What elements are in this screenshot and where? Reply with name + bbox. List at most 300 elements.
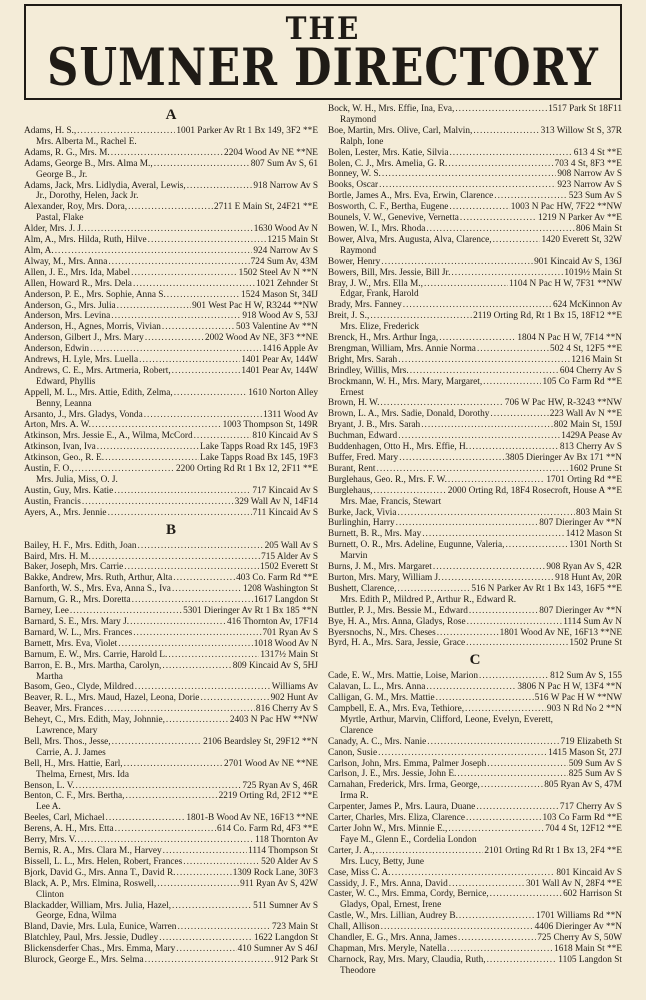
dot-leader — [130, 617, 226, 628]
entry-name: Alm, A. — [24, 245, 54, 256]
entry-address: 902 Hunt Av — [270, 693, 318, 704]
dot-leader — [154, 159, 250, 170]
dot-leader — [436, 693, 534, 704]
dot-leader — [84, 224, 252, 235]
entry-address: 1701 Orting Rd **E — [546, 474, 622, 485]
entry-address: 2119 Orting Rd, Rt 1 Bx 15, 18F12 **E — [473, 311, 622, 322]
directory-entry — [328, 671, 622, 682]
dot-leader — [379, 180, 556, 191]
entry-name: Adams, George B., Mrs. Alma M., — [24, 158, 153, 169]
entry-address: 1114 Sum Av N — [563, 616, 622, 627]
directory-entry — [24, 159, 318, 181]
directory-entry — [328, 824, 622, 846]
directory-entry — [24, 388, 318, 410]
entry-address: 5301 Dieringer Av Rt 1 Bx 185 **N — [183, 606, 318, 617]
dot-leader — [187, 181, 253, 192]
dot-leader — [424, 279, 508, 290]
entry-name: Allen, J. E., Mrs. Ida, Mabel — [24, 267, 131, 278]
dot-leader — [479, 671, 549, 682]
entry-address: 410 Sumner Av S 46J — [237, 944, 318, 955]
entry-address: 1524 Mason St, 34IJ — [241, 289, 318, 300]
dot-leader — [144, 410, 262, 421]
entry-address: 205 Wall Av S — [264, 540, 318, 551]
entry-address: 1114 Thompson St — [248, 846, 318, 856]
entry-address: 809 Kincaid Av S, 5HJ — [232, 660, 318, 671]
directory-entry — [24, 628, 318, 639]
entry-address: 1311 Wood Av — [263, 409, 318, 420]
directory-entry — [24, 333, 318, 344]
dot-leader — [145, 333, 204, 344]
directory-entry — [24, 584, 318, 595]
entry-name: Brenck, H., Mrs. Arthur Inga, — [328, 333, 439, 344]
directory-entry — [328, 922, 622, 933]
dot-leader — [448, 475, 545, 486]
entry-name: Brady, Mrs. Fanney — [328, 300, 402, 311]
entry-name: Barnum, G. R., Mrs. Doretta — [24, 595, 131, 606]
entry-name: Berens, A. H., Mrs. Etta — [24, 824, 114, 835]
directory-entry — [328, 638, 622, 649]
entry-name: Anderson, H., Agnes, Morris, Vivian — [24, 322, 161, 333]
directory-entry — [328, 235, 622, 257]
entry-name: Breit, J. S., — [328, 311, 370, 322]
directory-entry — [328, 180, 622, 191]
entry-name: Austin, F. O., — [24, 464, 74, 475]
entry-address: 2403 N Pac HW **NW — [229, 715, 318, 726]
entry-continuation: Irma R. — [340, 791, 369, 802]
dot-leader — [159, 933, 253, 944]
directory-entry — [24, 835, 318, 846]
directory-entry — [24, 595, 318, 606]
dot-leader — [392, 868, 556, 879]
entry-name: Bounels, V. W., Genevive, Vernetta — [328, 213, 459, 224]
directory-entry — [24, 824, 318, 835]
entry-address: 2711 E Main St, 24F21 **E — [214, 202, 318, 213]
entry-name: Chall, Allison — [328, 922, 380, 933]
entry-address: 2219 Orting Rd, 2F12 **E — [218, 791, 318, 802]
entry-address: 3806 N Pac H W, 13F4 **N — [517, 682, 622, 693]
directory-entry — [328, 169, 622, 180]
entry-name: Bye, H. A., Mrs. Anna, Gladys, Rose — [328, 616, 466, 627]
entry-continuation: Martha — [36, 671, 63, 682]
entry-address: 1003 Thompson St, 149R — [222, 420, 318, 431]
entry-name: Bosworth, C. F., Bertha, Eugene — [328, 202, 449, 213]
entry-address: 1104 N Pac H W, 7F31 **NW — [508, 278, 622, 289]
header-the: THE — [285, 10, 361, 47]
dot-leader — [128, 202, 213, 213]
directory-entry — [328, 748, 622, 759]
directory-entry — [328, 879, 622, 890]
entry-name: Case, Miss C. A. — [328, 867, 391, 878]
dot-leader — [138, 541, 264, 552]
entry-name: Byrd, H. A., Mrs. Sara, Jessie, Grace — [328, 638, 466, 649]
directory-entry — [328, 518, 622, 529]
entry-name: Carlson, J. E., Mrs. Jessie, John E. — [328, 769, 457, 780]
directory-header — [24, 4, 622, 100]
entry-address: Williams Av — [271, 682, 318, 693]
entry-name: Bolen, Lester, Mrs. Katie, Silvia — [328, 147, 449, 158]
dot-leader — [398, 355, 570, 366]
entry-address: 903 N Rd No 2 **N — [546, 704, 622, 715]
entry-address: 802 Main St, 159J — [553, 420, 622, 431]
dot-leader — [200, 693, 269, 704]
entry-name: Andrews, H. Lyle, Mrs. Luella — [24, 355, 139, 366]
entry-address: 807 Sum Av S, 61 — [250, 158, 318, 169]
dot-leader — [460, 213, 537, 224]
directory-entry — [24, 846, 318, 857]
dot-leader — [426, 224, 575, 235]
directory-entry — [328, 682, 622, 693]
dot-leader — [447, 944, 553, 955]
entry-address: 717 Kincaid Av S — [252, 485, 318, 496]
entry-name: Burglehaus, Geo. R., Mrs. F. W. — [328, 474, 447, 485]
dot-leader — [451, 268, 563, 279]
right-column — [328, 104, 622, 994]
directory-entry — [328, 355, 622, 366]
entry-address: 1003 N Pac HW, 7F22 **NW — [510, 202, 622, 213]
entry-address: 803 Main St — [576, 507, 622, 518]
entry-continuation: Raymond — [340, 245, 377, 256]
entry-name: Bushett, Clarence, — [328, 583, 397, 594]
dot-leader — [398, 431, 560, 442]
dot-leader — [108, 257, 249, 268]
directory-entry — [328, 606, 622, 617]
dot-leader — [177, 868, 232, 879]
dot-leader — [77, 126, 175, 137]
dot-leader — [97, 442, 199, 453]
directory-entry — [24, 420, 318, 431]
dot-leader — [177, 922, 271, 933]
entry-address: 2106 Beardsley St, 29F12 **N — [203, 736, 318, 747]
entry-address: 329 Wall Av N, 14F14 — [234, 496, 318, 507]
dot-leader — [174, 388, 248, 399]
directory-entry — [328, 366, 622, 377]
entry-address: 1401 Pear Av, 144W — [241, 355, 318, 366]
directory-entry — [24, 486, 318, 497]
dot-leader — [133, 628, 261, 639]
directory-entry — [328, 955, 622, 977]
entry-name: Byersnochs, N., Mrs. Cheses — [328, 627, 436, 638]
entry-continuation: Raymond — [340, 114, 377, 125]
dot-leader — [377, 464, 569, 475]
dot-leader — [75, 464, 175, 475]
entry-address: 723 Main St — [272, 922, 318, 933]
entry-name: Adams, H. S., — [24, 126, 77, 136]
directory-entry — [328, 409, 622, 420]
directory-entry — [328, 704, 622, 737]
entry-name: Bjork, David G., Mrs. Anna T., David R. — [24, 867, 176, 878]
directory-entry — [24, 617, 318, 628]
entry-name: Carpenter, James P., Mrs. Laura, Duane — [328, 802, 476, 813]
entry-address: 223 Wall Av N **E — [549, 409, 622, 420]
directory-entry — [328, 562, 622, 573]
entry-name: Ayers, A., Mrs. Jennie — [24, 507, 107, 518]
entry-address: 1420 Everett St, 32W — [541, 234, 622, 245]
entry-continuation: Pastal, Flake — [36, 213, 84, 224]
entry-continuation: Lawrence, Mary — [36, 726, 98, 737]
entry-name: Buttler, P. J., Mrs. Bessie M., Edward — [328, 605, 468, 616]
entry-continuation: Mrs. Mae, Francis, Stewart — [340, 496, 442, 507]
entry-address: 520 Alder Av S — [261, 856, 318, 867]
directory-entry — [24, 944, 318, 955]
dot-leader — [422, 529, 564, 540]
dot-leader — [381, 257, 533, 268]
dot-leader — [76, 781, 242, 792]
dot-leader — [176, 944, 236, 955]
entry-address: 715 Alder Av S — [261, 551, 318, 562]
entry-address: 2000 Orting Rd, 18F4 Rosecroft, House A **E — [447, 485, 622, 496]
dot-leader — [448, 159, 553, 170]
dot-leader — [70, 606, 182, 617]
entry-name: Bryant, J. B., Mrs. Sarah — [328, 420, 421, 431]
directory-entry — [328, 628, 622, 639]
directory-entry — [24, 573, 318, 584]
entry-address: 313 Willow St S, 37R — [540, 125, 622, 136]
directory-entry — [328, 148, 622, 159]
dot-leader — [172, 584, 242, 595]
dot-leader — [168, 650, 259, 661]
entry-address: 1801 Wood Av NE, 16F13 **NE — [499, 627, 622, 638]
entry-name: Carlson, John, Mrs. Emma, Palmer Joseph — [328, 758, 487, 769]
dot-leader — [483, 377, 541, 388]
directory-entry — [328, 759, 622, 770]
section-letter: B — [165, 521, 176, 538]
dot-leader — [115, 824, 216, 835]
entry-name: Bower, Henry — [328, 256, 381, 267]
directory-entry — [24, 311, 318, 322]
directory-entry — [24, 442, 318, 453]
entry-address: 724 Sum Av, 43M — [250, 256, 318, 267]
dot-leader — [118, 639, 252, 650]
directory-entry — [24, 322, 318, 333]
directory-entry — [328, 529, 622, 540]
entry-name: Alexander, Roy, Mrs. Dora, — [24, 202, 128, 213]
entry-name: Burton, Mrs. Mary, William J. — [328, 572, 441, 583]
dot-leader — [441, 573, 554, 584]
dot-leader — [126, 791, 218, 802]
entry-address: 1416 Apple Av — [262, 344, 318, 355]
entry-address: 1219 N Parker Av **E — [537, 213, 622, 224]
dot-leader — [396, 518, 539, 529]
directory-entry — [24, 933, 318, 944]
entry-address: 908 Ryan Av S, 42R — [546, 562, 622, 573]
entry-name: Buchman, Edward — [328, 431, 398, 442]
dot-leader — [167, 290, 240, 301]
directory-entry — [24, 464, 318, 486]
dot-leader — [459, 911, 535, 922]
entry-address: 725 Ryan Av S, 46R — [242, 780, 318, 791]
entry-name: Anderson, Gilbert J., Mrs. Mary — [24, 333, 144, 344]
entry-name: Beeles, Carl, Michael — [24, 813, 105, 824]
dot-leader — [439, 333, 516, 344]
directory-entry — [328, 464, 622, 475]
dot-leader — [370, 311, 472, 322]
directory-entry — [328, 431, 622, 442]
directory-entry — [328, 224, 622, 235]
entry-name: Bland, Davie, Mrs. Lula, Eunice, Warren — [24, 922, 177, 933]
dot-leader — [162, 661, 231, 672]
entry-address: 1517 Park St 18F11 — [548, 104, 622, 114]
entry-name: Adams, R. G., Mrs. M. — [24, 147, 110, 158]
entry-name: Alder, Mrs. J. J. — [24, 224, 84, 235]
directory-entry — [328, 584, 622, 606]
dot-leader — [487, 759, 567, 770]
directory-entry — [24, 290, 318, 301]
entry-address: 511 Sumner Av S — [253, 900, 318, 911]
dot-leader — [382, 169, 556, 180]
entry-name: Alway, M., Mrs. Anna — [24, 256, 108, 267]
entry-name: Anderson, G., Mrs. Julia — [24, 300, 116, 311]
entry-address: 813 Cherry Av S — [559, 442, 622, 453]
entry-continuation: Clinton — [36, 889, 64, 900]
entry-address: 717 Cherry Av S — [559, 802, 622, 813]
entry-address: 1415 Mason St, 27J — [548, 747, 622, 758]
entry-address: 912 Park St — [274, 955, 318, 966]
entry-continuation: Mrs. Alberta M., Rachel E. — [36, 136, 137, 147]
dot-leader — [458, 933, 536, 944]
directory-entry — [24, 879, 318, 901]
entry-continuation: Mrs. Julia, Miss, O. J. — [36, 475, 118, 485]
dot-leader — [494, 191, 567, 202]
dot-leader — [449, 148, 572, 159]
dot-leader — [426, 682, 516, 693]
directory-entry — [328, 475, 622, 486]
directory-entry — [328, 398, 622, 409]
entry-address: 614 Co. Farm Rd, 4F3 **E — [217, 824, 318, 835]
entry-continuation: Ernest — [340, 387, 364, 398]
entry-name: Chapman, Mrs. Meryle, Natella — [328, 943, 447, 954]
directory-entry — [328, 333, 622, 344]
directory-entry — [328, 213, 622, 224]
directory-entry — [328, 442, 622, 453]
directory-entry — [24, 268, 318, 279]
entry-name: Atkinson, Mrs. Jessie E., A., Wilma, McCord — [24, 431, 193, 442]
entry-name: Chandler, E. G., Mrs. Anna, James — [328, 933, 457, 944]
entry-address: 516 W Pac H W **NW — [534, 693, 622, 704]
dot-leader — [473, 126, 539, 137]
entry-name: Burnett, B. R., Mrs. May — [328, 529, 422, 540]
directory-entry — [24, 606, 318, 617]
entry-name: Beaver, Mrs. Frances — [24, 704, 104, 715]
entry-name: Bernis, R. A., Mrs. Clara M., Harvey — [24, 846, 162, 856]
dot-leader — [378, 748, 547, 759]
entry-continuation: Faye M., Glenn E., Cordelia London — [340, 834, 477, 845]
dot-leader — [490, 889, 562, 900]
entry-name: Burglehaus, — [328, 485, 373, 496]
directory-entry — [328, 846, 622, 868]
entry-name: Bowers, Bill, Mrs. Jessie, Bill Jr. — [328, 267, 451, 278]
entry-name: Blatchley, Paul, Mrs. Jessie, Dudley — [24, 933, 159, 944]
directory-entry — [328, 813, 622, 824]
directory-entry — [24, 181, 318, 203]
directory-entry — [24, 922, 318, 933]
dot-leader — [112, 737, 202, 748]
directory-entry — [24, 868, 318, 879]
entry-address: 1018 Wood Av N — [253, 638, 318, 649]
entry-name: Bailey, H. F., Mrs. Edith, Joan — [24, 540, 137, 551]
dot-leader — [157, 879, 239, 890]
directory-entry — [24, 693, 318, 704]
dot-leader — [493, 235, 541, 246]
directory-entry — [328, 868, 622, 879]
entry-name: Carnahan, Frederick, Mrs. Irma, George, — [328, 780, 480, 791]
dot-leader — [108, 508, 252, 519]
directory-entry — [328, 453, 622, 464]
entry-address: 103 Co Farm Rd **E — [542, 813, 622, 824]
directory-entry — [24, 715, 318, 737]
dot-leader — [421, 420, 553, 431]
entry-name: Burlinghin, Harry — [328, 518, 395, 529]
entry-address: 105 Co Farm Rd **E — [542, 376, 622, 387]
entry-name: Brindley, Willis, Mrs. — [328, 365, 409, 376]
dot-leader — [403, 300, 552, 311]
entry-address: 1701 Williams Rd **N — [536, 911, 622, 922]
entry-name: Atkinson, Ivan, Iva — [24, 442, 96, 453]
entry-name: Benson, L. V. — [24, 780, 75, 791]
directory-entry — [24, 410, 318, 421]
entry-name: Basom, Geo., Clyde, Mildred — [24, 682, 134, 693]
entry-name: Bortle, James A., Mrs. Eva, Erwin, Clarence — [328, 191, 494, 202]
entry-address: 1301 North St — [569, 540, 622, 551]
entry-name: Campbell, E. A., Mrs. Eva, Tethiore, — [328, 704, 465, 715]
dot-leader — [476, 802, 559, 813]
entry-name: Brengman, William, Mrs. Annie Norma — [328, 343, 476, 354]
directory-entry — [328, 889, 622, 911]
entry-name: Bray, J. W., Mrs. Ella M., — [328, 278, 423, 289]
directory-entry — [328, 268, 622, 279]
entry-name: Anderson, Mrs. Levina — [24, 311, 111, 322]
entry-name: Burns, J. M., Mrs. Margaret — [328, 562, 432, 573]
entry-address: 1412 Mason St — [565, 529, 622, 540]
entry-continuation: Marvin — [340, 551, 368, 562]
section-letter: C — [469, 652, 481, 669]
dot-leader — [82, 497, 234, 508]
directory-entry — [328, 311, 622, 333]
entry-continuation: Clarence — [340, 725, 374, 736]
dot-leader — [410, 366, 559, 377]
entry-name: Caster, W. C., Mrs. Emma, Cordy, Bernice, — [328, 889, 489, 900]
dot-leader — [163, 846, 247, 857]
entry-address: 118 Thornton Av — [255, 835, 318, 846]
entry-name: Burnett, O. R., Mrs. Adeline, Eugunne, Valeria, — [328, 540, 505, 551]
entry-address: 2101 Orting Rd Rt 1 Bx 13, 2F4 **E — [484, 845, 622, 856]
directory-entry — [24, 431, 318, 442]
directory-entry — [24, 955, 318, 966]
entry-name: Buddenhagen, Otto H., Mrs. Effie, H. — [328, 442, 469, 453]
entry-name: Canon, Susie — [328, 747, 378, 758]
directory-entry — [24, 344, 318, 355]
entry-address: 1401 Pear Av, 144W — [241, 365, 318, 376]
dot-leader — [162, 322, 235, 333]
entry-address: 810 Kincaid Av S — [252, 431, 318, 442]
entry-address: 613 4 St **E — [573, 147, 622, 158]
entry-address: 918 Narrow Av S — [253, 180, 318, 191]
dot-leader — [104, 704, 255, 715]
directory-entry — [328, 737, 622, 748]
dot-leader — [124, 562, 259, 573]
dot-leader — [173, 573, 235, 584]
dot-leader — [455, 104, 547, 115]
entry-address: 701 Ryan Av S — [262, 627, 318, 638]
entry-name: Allen, Howard R., Mrs. Dela — [24, 278, 132, 289]
entry-name: Bright, Mrs. Sarah — [328, 354, 398, 365]
entry-continuation: Mrs. Lucy, Betty, June — [340, 856, 425, 867]
directory-entry — [24, 126, 318, 148]
dot-leader — [427, 737, 559, 748]
entry-address: 602 Harrison St — [563, 889, 622, 900]
entry-address: 1309 Rock Lane, 30F3 — [232, 867, 318, 878]
entry-continuation: Thelma, Ernest, Mrs. Ida — [36, 769, 129, 780]
entry-continuation: Mrs. Edith P., Mildred P., Arthur R., Edward R. — [340, 594, 517, 605]
